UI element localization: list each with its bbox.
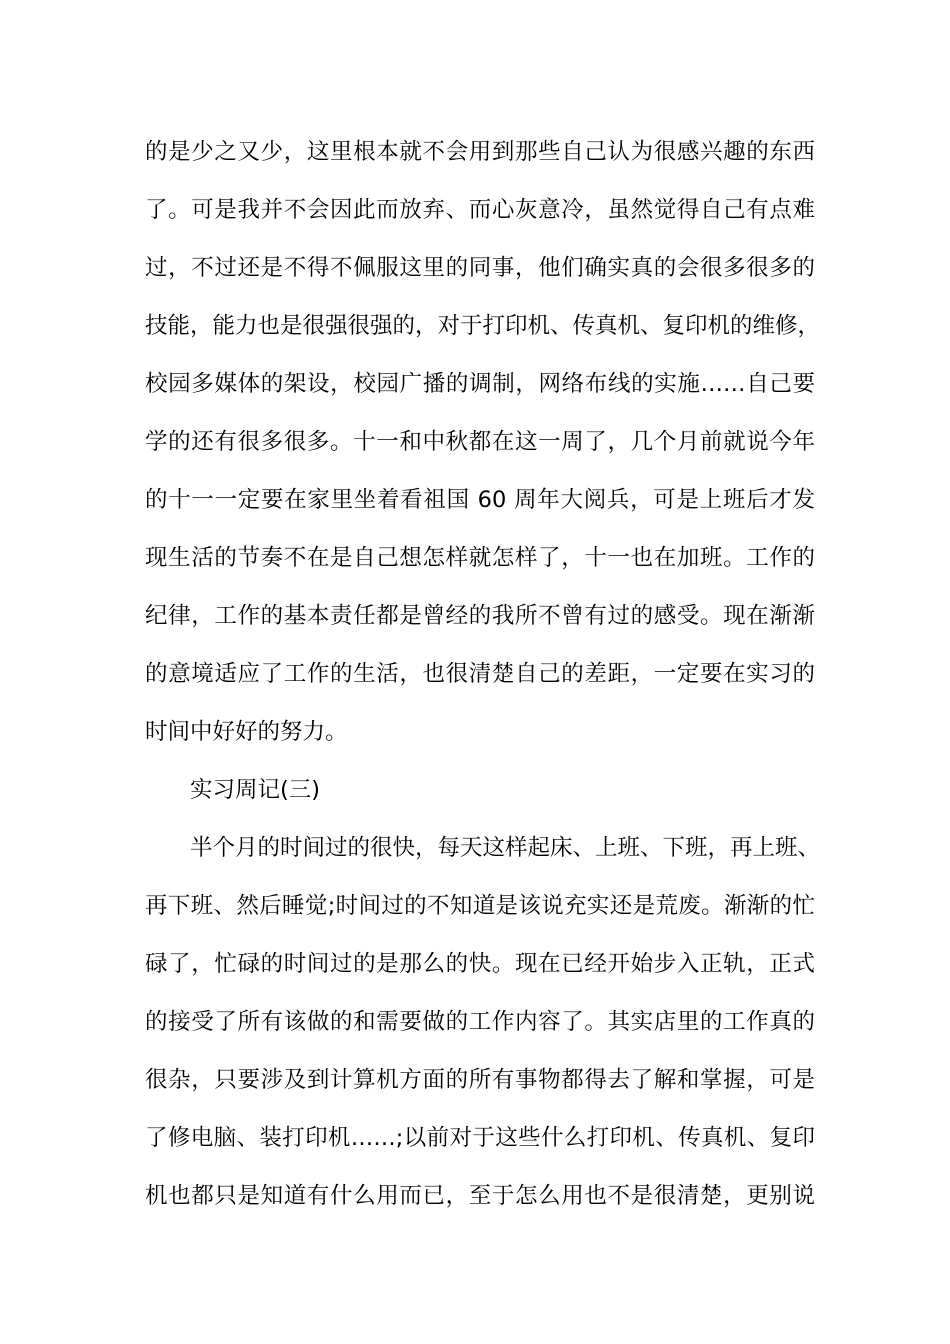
section-heading: 实习周记(三) <box>190 777 321 803</box>
section-paragraph-line: 机也都只是知道有什么用而已，至于怎么用也不是很清楚，更别说 <box>145 1183 815 1209</box>
paragraph-line: 过，不过还是不得不佩服这里的同事，他们确实真的会很多很多的 <box>145 255 815 281</box>
paragraph-line: 了。可是我并不会因此而放弃、而心灰意冷，虽然觉得自己有点难 <box>145 197 815 223</box>
paragraph-last-line: 时间中好好的努力。 <box>145 719 348 745</box>
paragraph-line: 现生活的节奏不在是自己想怎样就怎样了，十一也在加班。工作的 <box>145 545 815 571</box>
section-paragraph-line: 再下班、然后睡觉;时间过的不知道是该说充实还是荒废。渐渐的忙 <box>145 893 815 919</box>
section-paragraph-first-line: 半个月的时间过的很快，每天这样起床、上班、下班，再上班、 <box>190 835 821 861</box>
paragraph-line: 学的还有很多很多。十一和中秋都在这一周了，几个月前就说今年 <box>145 429 815 455</box>
paragraph-line: 的意境适应了工作的生活，也很清楚自己的差距，一定要在实习的 <box>145 661 815 687</box>
paragraph-line: 技能，能力也是很强很强的，对于打印机、传真机、复印机的维修， <box>145 313 821 339</box>
section-paragraph-line: 碌了，忙碌的时间过的是那么的快。现在已经开始步入正轨，正式 <box>145 951 815 977</box>
section-paragraph-line: 很杂，只要涉及到计算机方面的所有事物都得去了解和掌握，可是 <box>145 1067 815 1093</box>
paragraph-line: 纪律，工作的基本责任都是曾经的我所不曾有过的感受。现在渐渐 <box>145 603 815 629</box>
document-body <box>145 129 821 1231</box>
section-paragraph-line: 的接受了所有该做的和需要做的工作内容了。其实店里的工作真的 <box>145 1009 815 1035</box>
paragraph-line: 校园多媒体的架设，校园广播的调制，网络布线的实施……自己要 <box>145 371 815 397</box>
paragraph-line: 的十一一定要在家里坐着看祖国 60 周年大阅兵，可是上班后才发 <box>145 487 815 513</box>
paragraph-line: 的是少之又少，这里根本就不会用到那些自己认为很感兴趣的东西 <box>145 139 815 165</box>
section-paragraph-line: 了修电脑、装打印机……;以前对于这些什么打印机、传真机、复印 <box>145 1125 815 1151</box>
